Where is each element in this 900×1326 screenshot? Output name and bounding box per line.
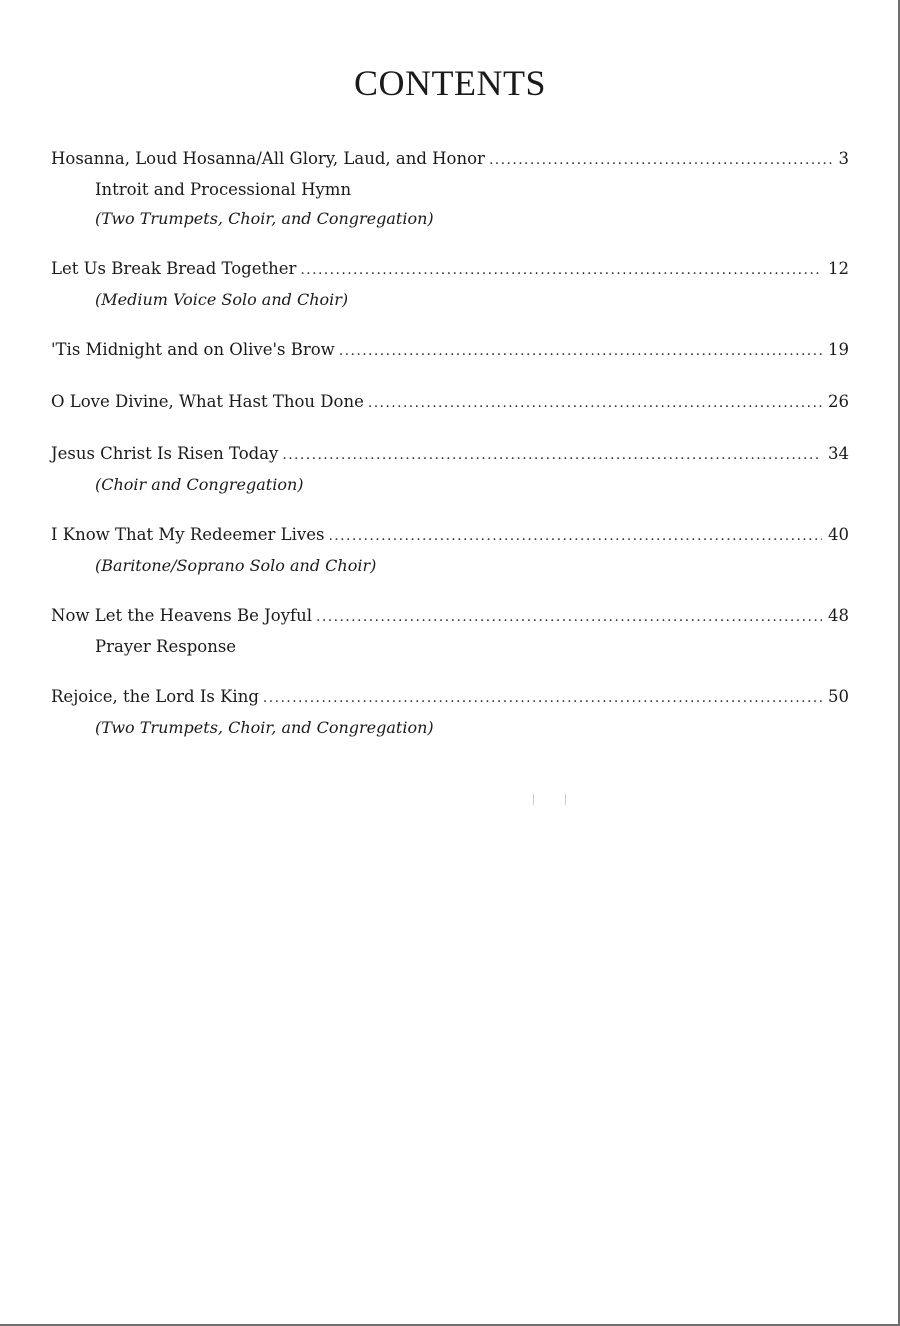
toc-entry-6	[51, 525, 849, 580]
toc-entry-3	[51, 340, 849, 366]
page-number: 34	[828, 444, 849, 463]
toc-line	[51, 149, 849, 175]
page-title: CONTENTS	[354, 63, 546, 103]
dot-leader	[316, 609, 822, 625]
page-number: 12	[828, 259, 849, 278]
dot-leader	[282, 447, 822, 463]
toc-entry-2	[51, 259, 849, 314]
page-number: 19	[828, 340, 849, 359]
entry-title: I Know That My Redeemer Lives	[51, 525, 325, 544]
entry-title: Now Let the Heavens Be Joyful	[51, 606, 313, 625]
entry-instrumentation: (Medium Voice Solo and Choir)	[95, 290, 349, 309]
dot-leader	[263, 690, 822, 706]
toc-entry-8	[51, 687, 849, 742]
toc-line	[51, 340, 849, 366]
page-number: 50	[828, 687, 849, 706]
toc-entry-1	[51, 149, 849, 233]
page-number: 26	[828, 392, 849, 411]
entry-title: 'Tis Midnight and on Olive's Brow	[51, 340, 335, 359]
page-number: 40	[828, 525, 849, 544]
toc-line	[51, 259, 849, 285]
toc-line	[51, 687, 849, 713]
page-number: 48	[828, 606, 849, 625]
toc-line	[51, 392, 849, 418]
crop-marks	[533, 790, 597, 809]
entry-title: Jesus Christ Is Risen Today	[51, 444, 279, 463]
entry-title: Let Us Break Bread Together	[51, 259, 297, 278]
toc-entry-4	[51, 392, 849, 418]
toc-line	[51, 606, 849, 632]
toc-entry-7	[51, 606, 849, 661]
dot-leader	[339, 343, 822, 359]
toc-entry-5	[51, 444, 849, 499]
toc-line	[51, 525, 849, 551]
entry-title: O Love Divine, What Hast Thou Done	[51, 392, 364, 411]
crop-mark	[565, 794, 566, 805]
entry-title: Hosanna, Loud Hosanna/All Glory, Laud, and Honor	[51, 149, 485, 168]
page-number: 3	[838, 149, 849, 168]
entry-title: Rejoice, the Lord Is King	[51, 687, 259, 706]
toc-line	[51, 444, 849, 470]
entry-subtitle: Prayer Response	[95, 637, 237, 656]
dot-leader	[489, 152, 833, 168]
entry-instrumentation: (Two Trumpets, Choir, and Congregation)	[95, 209, 434, 228]
entry-instrumentation: (Baritone/Soprano Solo and Choir)	[95, 556, 377, 575]
entry-instrumentation: (Choir and Congregation)	[95, 475, 304, 494]
dot-leader	[368, 395, 822, 411]
crop-mark	[533, 794, 534, 805]
entry-subtitle: Introit and Processional Hymn	[95, 180, 352, 199]
dot-leader	[328, 528, 822, 544]
dot-leader	[300, 262, 822, 278]
table-of-contents	[51, 149, 849, 768]
entry-instrumentation: (Two Trumpets, Choir, and Congregation)	[95, 718, 434, 737]
